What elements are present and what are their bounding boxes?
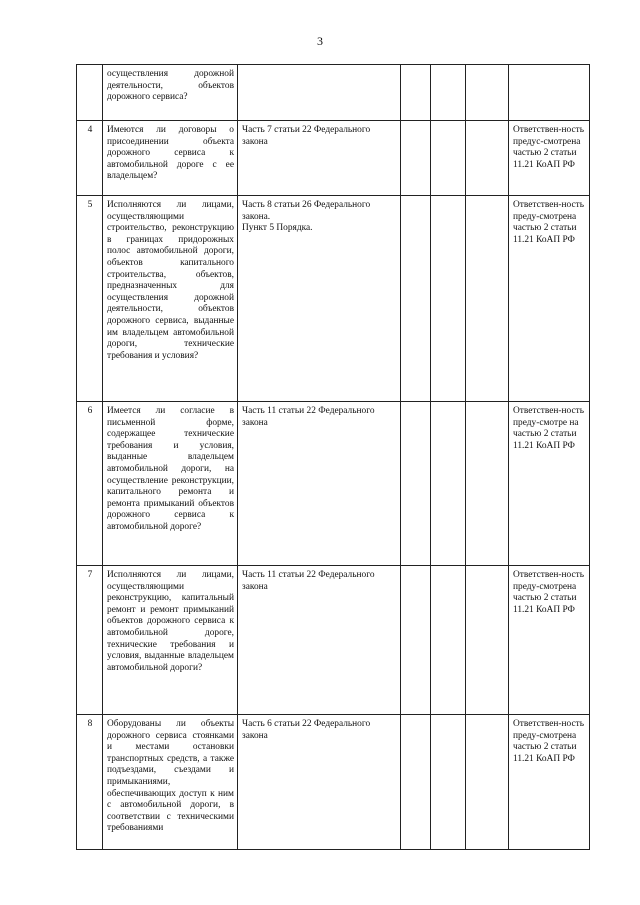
responsibility-cell: Ответствен-ность преду-смотрена частью 2 статьи 11.21 КоАП РФ xyxy=(509,715,590,850)
responsibility-cell: Ответствен-ность преду-смотрена частью 2 статьи 11.21 КоАП РФ xyxy=(509,196,590,402)
reference-cell: Часть 11 статьи 22 Федерального закона xyxy=(238,566,401,715)
reference-cell xyxy=(238,65,401,121)
table-row xyxy=(77,196,590,402)
question-cell: Имеется ли согласие в письменной форме, содержащее технические требования и условия, выданные владельцем автомобильной дороги, на осуществление реконструкции, капитального ремонта и ремонта примыканий объектов дорожного сервиса к автомобильной дороге? xyxy=(103,402,238,566)
answer-no-cell xyxy=(431,121,466,196)
answer-na-cell xyxy=(466,65,509,121)
row-number: 8 xyxy=(77,715,103,850)
responsibility-cell: Ответствен-ность предус-смотрена частью 2 статьи 11.21 КоАП РФ xyxy=(509,121,590,196)
reference-cell: Часть 6 статьи 22 Федерального закона xyxy=(238,715,401,850)
question-cell: осуществления дорожной деятельности, объектов дорожного сервиса? xyxy=(103,65,238,121)
reference-cell: Часть 7 статьи 22 Федерального закона xyxy=(238,121,401,196)
responsibility-cell xyxy=(509,65,590,121)
responsibility-cell: Ответствен-ность преду-смотрена частью 2 статьи 11.21 КоАП РФ xyxy=(509,566,590,715)
question-cell: Оборудованы ли объекты дорожного сервиса стоянками и местами остановки транспортных средств, а также подъездами, съездами и примыканиями, обеспечивающих доступ к ним с автомобильной дороги, в соответствии с техническими требованиями xyxy=(103,715,238,850)
question-cell: Исполняются ли лицами, осуществляющими реконструкцию, капитальный ремонт и ремонт примыканий объектов дорожного сервиса к автомобильной дороге, технические требования и условия, выданные владельцем автомобильной дороги? xyxy=(103,566,238,715)
question-cell: Имеются ли договоры о присоединении объекта дорожного сервиса к автомобильной дороге с ее владельцем? xyxy=(103,121,238,196)
row-number: 7 xyxy=(77,566,103,715)
reference-cell xyxy=(238,196,401,402)
checklist-table xyxy=(76,64,590,850)
row-number: 5 xyxy=(77,196,103,402)
answer-yes-cell xyxy=(401,121,431,196)
answer-na-cell xyxy=(466,715,509,850)
answer-na-cell xyxy=(466,196,509,402)
answer-yes-cell xyxy=(401,715,431,850)
table-row xyxy=(77,65,590,121)
answer-yes-cell xyxy=(401,196,431,402)
answer-no-cell xyxy=(431,196,466,402)
answer-yes-cell xyxy=(401,65,431,121)
answer-yes-cell xyxy=(401,566,431,715)
question-cell: Исполняются ли лицами, осуществляющими строительство, реконструкцию в границах придорожных полос автомобильной дороги, объектов капитального строительства, объектов, предназначенных для осуществления дорожной деятельности, объектов дорожного сервиса, выданные им владельцем автомобильной дороги, технические требования и условия? xyxy=(103,196,238,402)
answer-na-cell xyxy=(466,121,509,196)
reference-cell: Часть 11 статьи 22 Федерального закона xyxy=(238,402,401,566)
table-row xyxy=(77,402,590,566)
table-row xyxy=(77,566,590,715)
answer-no-cell xyxy=(431,402,466,566)
table-row xyxy=(77,121,590,196)
responsibility-cell: Ответствен-ность преду-смотре на частью 2 статьи 11.21 КоАП РФ xyxy=(509,402,590,566)
page-number: 3 xyxy=(317,34,323,48)
reference-text: Часть 8 статьи 26 Федерального закона. Пункт 5 Порядка. xyxy=(242,200,371,234)
answer-yes-cell xyxy=(401,402,431,566)
row-number: 4 xyxy=(77,121,103,196)
row-number xyxy=(77,65,103,121)
answer-na-cell xyxy=(466,566,509,715)
answer-no-cell xyxy=(431,65,466,121)
table-row xyxy=(77,715,590,850)
row-number: 6 xyxy=(77,402,103,566)
answer-no-cell xyxy=(431,566,466,715)
answer-na-cell xyxy=(466,402,509,566)
answer-no-cell xyxy=(431,715,466,850)
